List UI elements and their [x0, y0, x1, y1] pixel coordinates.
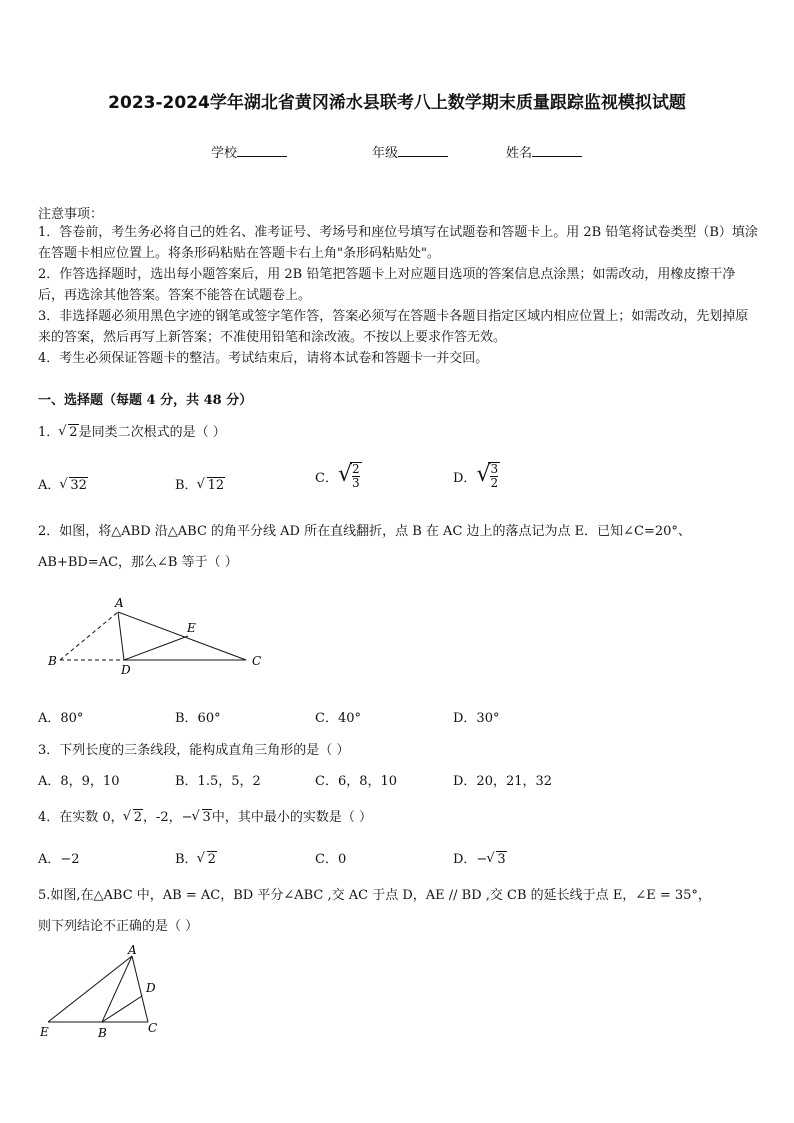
name-label: 姓名: [506, 146, 533, 161]
q3-text: 3．下列长度的三条线段，能构成直角三角形的是（ ）: [38, 743, 350, 758]
point-a-label: A: [115, 596, 124, 610]
grade-label: 年级: [372, 146, 399, 161]
q1-option-d: D． √ $\frac{3}{2}$: [453, 462, 499, 490]
note-item: 3．非选择题必须用黑色字迹的钢笔或签字笔作答，答案必须写在答题卡各题目指定区域内相应位置上；如需改动，先划掉原来的答案，然后再写上新答案；不准使用铅笔和涂改液。不按以上要求作答无效。: [38, 309, 749, 345]
sqrt-symbol: √ 2: [59, 425, 78, 440]
question-4: 4．在实数 0，√ 2，-2，−√ 3中，其中最小的实数是（ ）: [38, 806, 372, 825]
q2-option-a: A．80°: [38, 711, 84, 726]
q5-line-1: 5.如图,在△ABC 中，AB = AC，BD 平分∠ABC ,交 AC 于点 D，AE // BD ,交 CB 的延长线于点 E，∠E = 35°，: [38, 888, 711, 903]
q5-line-2: 则下列结论不正确的是（ ）: [38, 919, 199, 934]
q3-option-d: D．20，21，32: [453, 774, 553, 789]
point-b-label: B: [48, 654, 57, 668]
q5-figure: [36, 944, 176, 1044]
school-field: [211, 142, 287, 161]
q4-option-d: D．−√ 3: [453, 848, 507, 867]
point-d-label: D: [121, 663, 131, 677]
q1-option-b: B．√ 12: [175, 474, 225, 493]
point-e-label: E: [40, 1025, 49, 1039]
point-b-label: B: [98, 1026, 107, 1040]
notes-list: [38, 222, 760, 369]
q2-line-2: AB+BD=AC，那么∠B 等于（ ）: [38, 555, 238, 570]
q4-option-a: A．−2: [38, 852, 80, 867]
q2-option-d: D．30°: [453, 711, 500, 726]
q1-number: 1．: [38, 425, 60, 440]
q2-option-c: C．40°: [315, 711, 361, 726]
point-e-label: E: [187, 621, 196, 635]
line-ea: [48, 956, 132, 1022]
q2-option-b: B．60°: [175, 711, 221, 726]
q1-option-c: C． √ $\frac{2}{3}$: [315, 462, 360, 490]
note-item: 4．考生必须保证答题卡的整洁。考试结束后，请将本试卷和答题卡一并交回。: [38, 351, 489, 366]
grade-field: [372, 142, 448, 161]
q4-option-c: C．0: [315, 852, 347, 867]
point-a-label: A: [128, 944, 137, 957]
q1-text: 是同类二次根式的是（ ）: [78, 425, 226, 440]
section-heading: 一、选择题（每题 4 分，共 48 分）: [38, 393, 253, 408]
question-1: [38, 421, 226, 440]
grade-blank: [398, 144, 448, 157]
q4-option-b: B．√ 2: [175, 848, 217, 867]
name-blank: [532, 144, 582, 157]
q2-line-1: 2．如图，将△ABD 沿△ABC 的角平分线 AD 所在直线翻折，点 B 在 AC 边上的落点记为点 E．已知∠C=20°、: [38, 524, 691, 539]
line-ac: [118, 612, 246, 660]
school-blank: [237, 144, 287, 157]
q2-figure: [40, 592, 280, 682]
note-item: 2．作答选择题时，选出每小题答案后，用 2B 铅笔把答题卡上对应题目选项的答案信息点涂黑；如需改动，用橡皮擦干净后，再选涂其他答案。答案不能答在试题卷上。: [38, 267, 736, 303]
line-ad: [118, 612, 124, 660]
point-c-label: C: [148, 1021, 158, 1035]
q3-option-c: C．6，8，10: [315, 774, 398, 789]
q3-option-a: A．8，9，10: [38, 774, 120, 789]
note-item: 1．答卷前，考生务必将自己的姓名、准考证号、考场号和座位号填写在试题卷和答题卡上。用 2B 铅笔将试卷类型（B）填涂在答题卡相应位置上。将条形码粘贴在答题卡右上角"条形码粘贴处"。: [38, 225, 758, 261]
school-label: 学校: [211, 146, 238, 161]
line-de: [124, 636, 188, 660]
name-field: [506, 142, 582, 161]
point-c-label: C: [252, 654, 262, 668]
q3-option-b: B．1.5，5，2: [175, 774, 261, 789]
point-d-label: D: [146, 981, 156, 995]
notes-heading: 注意事项：: [38, 207, 104, 222]
page-title: 2023-2024学年湖北省黄冈浠水县联考八上数学期末质量跟踪监视模拟试题: [108, 93, 686, 113]
line-ab-dashed: [60, 612, 118, 660]
q1-option-a: A．√ 32: [38, 474, 88, 493]
